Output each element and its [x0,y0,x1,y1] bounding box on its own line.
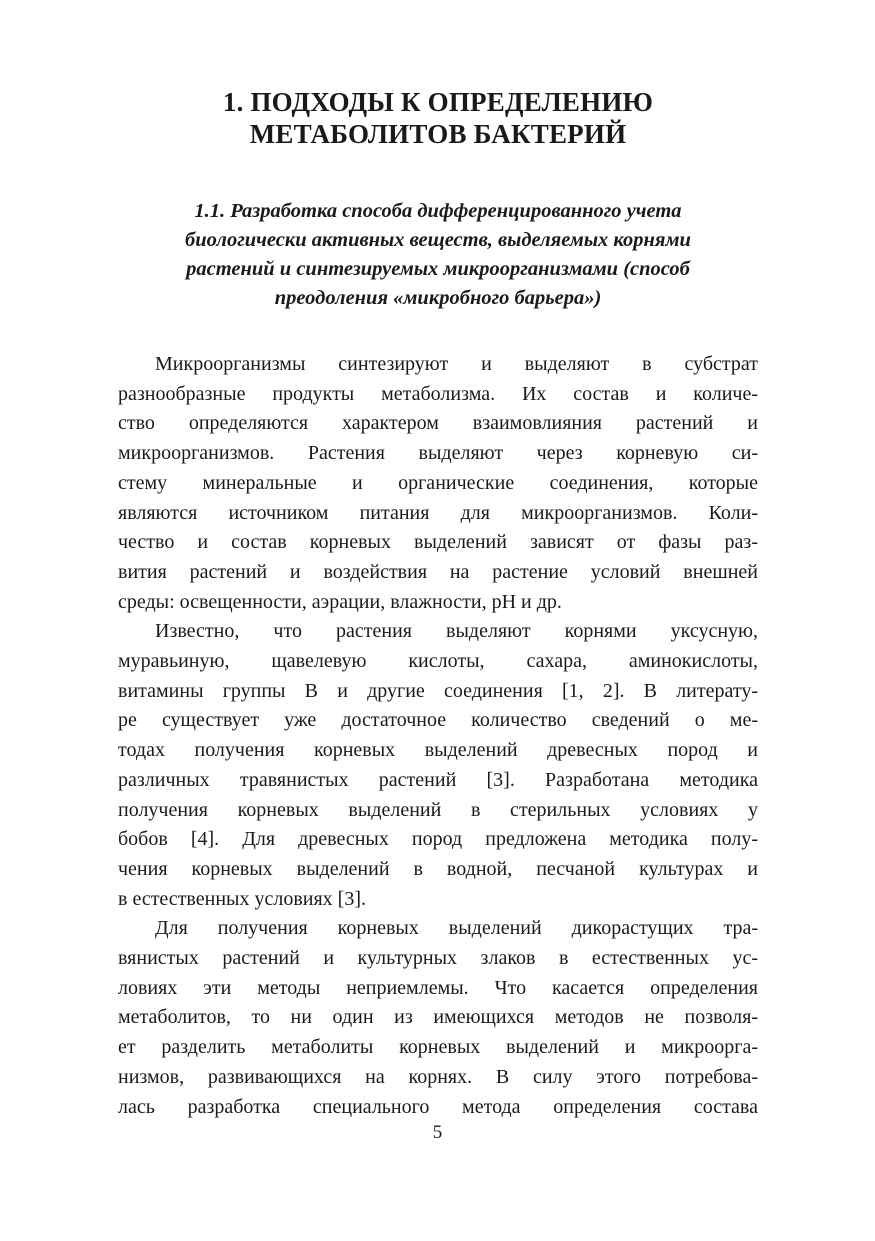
page-number: 5 [432,1122,443,1143]
text-line: низмов, развивающихся на корнях. В силу этого потребова- [118,1065,758,1088]
text-line: тодах получения корневых выделений древесных пород и [118,739,758,762]
text-line: различных травянистых растений [3]. Разработана методика [118,768,758,791]
text-line: бобов [4]. Для древесных пород предложена методика полу- [118,828,758,851]
text-line: чество и состав корневых выделений зависят от фазы раз- [118,531,758,554]
chapter-title [118,86,758,150]
text-line: разнообразные продукты метаболизма. Их состав и количе- [118,382,758,405]
text-line: среды: освещенности, аэрации, влажности, pH и др. [118,590,562,613]
text-line: являются источником питания для микроорганизмов. Коли- [118,501,758,524]
text-line: Известно, что растения выделяют корнями уксусную, [155,620,758,643]
section-title-line: биологически активных веществ, выделяемых корнями [185,229,691,251]
page-content [118,86,758,1122]
text-line: витамины группы В и другие соединения [1, 2]. В литерату- [118,679,758,702]
paragraph-3 [118,914,758,1122]
section-title-line: преодоления «микробного барьера») [274,287,602,309]
paragraph-1 [118,350,758,617]
text-line: ство определяются характером взаимовлияния растений и [118,412,758,435]
text-line: чения корневых выделений в водной, песчаной культурах и [118,857,758,880]
section-title [118,197,758,313]
section-title-line: 1.1. Разработка способа дифференцированного учета [194,200,682,222]
body-text [118,350,758,1122]
section-title-line: растений и синтезируемых микроорганизмами (способ [186,258,690,280]
text-line: вития растений и воздействия на растение условий внешней [118,560,758,583]
text-line: в естественных условиях [3]. [118,887,366,910]
chapter-title-line: МЕТАБОЛИТОВ БАКТЕРИЙ [249,119,627,149]
text-line: ет разделить метаболиты корневых выделений и микроорга- [118,1036,758,1059]
text-line: Для получения корневых выделений дикорастущих тра- [155,917,758,940]
text-line: вянистых растений и культурных злаков в естественных ус- [118,947,758,970]
text-line: ловиях эти методы неприемлемы. Что касается определения [118,976,758,999]
text-line: муравьиную, щавелевую кислоты, сахара, аминокислоты, [118,650,758,673]
text-line: метаболитов, то ни один из имеющихся методов не позволя- [118,1006,758,1029]
paragraph-2 [118,617,758,914]
text-line: лась разработка специального метода определения состава [118,1095,758,1118]
text-line: ре существует уже достаточное количество сведений о ме- [118,709,758,732]
text-line: микроорганизмов. Растения выделяют через корневую си- [118,442,758,465]
text-line: получения корневых выделений в стерильных условиях у [118,798,758,821]
chapter-title-line: 1. ПОДХОДЫ К ОПРЕДЕЛЕНИЮ [222,87,654,117]
text-line: Микроорганизмы синтезируют и выделяют в субстрат [155,353,758,375]
text-line: стему минеральные и органические соединения, которые [118,471,758,494]
